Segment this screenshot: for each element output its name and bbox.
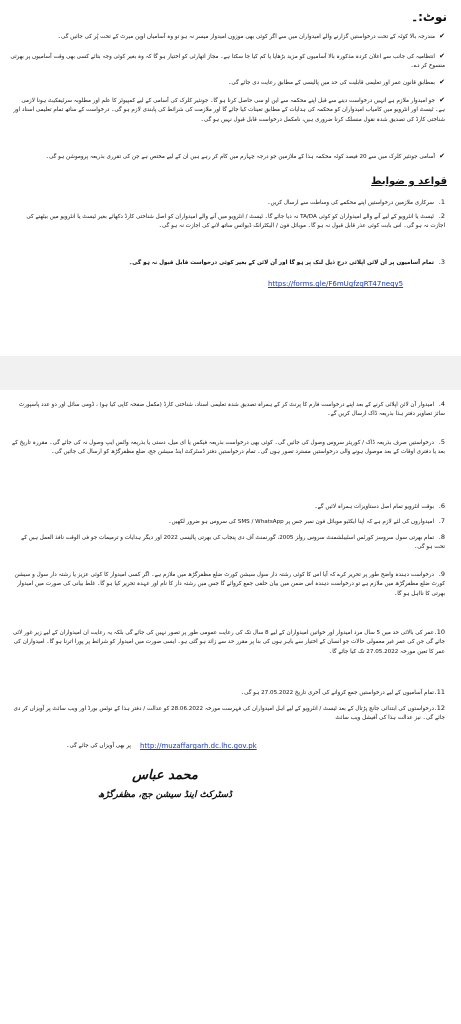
website-tail-text: پر بھی آویزاں کی جائے گی۔ <box>66 743 131 749</box>
rule-text: بوقت انٹرویو تمام اصل دستاویزات ہمراہ لائیں گے۔ <box>314 504 434 510</box>
rule-text: امیدواروں کی لئے لازم ہے کہ اپنا ایکٹیو موبائل فون نمبر جس پر SMS / WhatsApp کی سروس ہو ضرور لکھیں۔ <box>168 519 434 525</box>
rule-item <box>10 502 445 512</box>
note-item <box>10 96 445 125</box>
note-text: انتظامیہ کی جانب سے اعلان کردہ مذکورہ بالا آسامیوں کو مزید بڑھایا یا کم کیا جا سکتا ہے۔ مجاز اتھارٹی کو اختیار ہو گا کہ وہ بغیر کوئی وجہ بتائے کسی بھی وقت آسامیوں پر بھرتی منسوخ کر دے۔ <box>10 54 445 70</box>
rule-item <box>10 570 445 599</box>
page-one <box>0 0 461 356</box>
rule-number: 11. <box>434 688 445 696</box>
note-text: آسامی جونئیر کلرک میں سے 20 فیصد کوٹہ محکمہ ہذا کے ملازمین جو درجہ چہارم میں کام کر رہے ہیں ان کے لیے مختص ہے جن کی تقرری بذریعہ پروموشن ہو گی۔ <box>45 154 435 160</box>
application-form-link[interactable]: https://forms.gle/F6mUgfzqRT47neqy5 <box>268 280 404 288</box>
rule-text: تمام آسامیوں کے لیے درخواستیں جمع کروانے کی آخری تاریخ 27.05.2022 ہو گی۔ <box>240 690 434 696</box>
rule-text: تمام آسامیوں پر آن لائن اپلائی درج ذیل لنک پر ہو گا اور آن لائن کے بغیر کوئی درخواست قابل قبول نہ ہو گی۔ <box>128 260 434 266</box>
rule-number: 3. <box>438 258 445 266</box>
rule-number: 4. <box>438 400 445 408</box>
rule-item <box>10 258 445 268</box>
note-item <box>10 152 445 162</box>
note-item <box>10 78 445 88</box>
rule-item <box>10 533 445 553</box>
notes-heading: نوٹ:۔ <box>411 10 447 24</box>
note-item <box>10 32 445 42</box>
page-two <box>0 390 461 1024</box>
rule-item <box>10 628 445 657</box>
rule-text: تمام بھرتی سول سروسز کورٹس اسٹیبلشمنٹ سروس رولز 2005، گورنمنٹ آف دی پنجاب کی بھرتی پالیسی 2022 اور دیگر ہدایات و ترمیمات جو فی الوقت نافذ العمل ہیں کے تحت ہو گی۔ <box>21 535 445 551</box>
signature-title: ڈسٹرکٹ اینڈ سیشن جج، مظفرگڑھ <box>97 790 232 800</box>
note-text: جو امیدوار ملازم ہے انہیں درخواست دینے سے قبل اپنے محکمہ سے این او سی حاصل کرنا ہو گا۔ جونئیر کلرک کی آسامی کے لیے کمپیوٹر کا علم اور مطلوبہ سرٹیفکیٹ ہونا لازمی ہے۔ ٹیسٹ اور انٹرویو میں کامیاب امیدواران کو محکمہ کی ہدایات کے مطابق تعینات کیا جائے گا اور ملازمت کی شرائط کی پابندی لازم ہو گی۔ درخواست کے ساتھ تمام تعلیمی اسناد اور شناختی کارڈ کی تصدیق شدہ نقول منسلک کرنا ضروری ہیں، نامکمل درخواست قابل قبول نہیں ہو گی۔ <box>13 98 445 123</box>
rule-number: 12. <box>434 704 445 712</box>
rule-text: درخواستوں کی ابتدائی جانچ پڑتال کے بعد ٹیسٹ / انٹرویو کے لیے اہل امیدواران کی فہرست مورخہ 28.06.2022 کو عدالت / دفتر ہذا کے نوٹس بورڈ اور ویب سائٹ پر آویزاں کر دی جائے گی۔ نیز عدالت ہذا کی آفیشل ویب سائٹ <box>13 706 445 722</box>
rule-number: 8. <box>438 533 445 541</box>
rule-item <box>10 438 445 458</box>
rule-item <box>10 212 445 232</box>
rule-number: 10. <box>434 628 445 636</box>
rule-number: 2. <box>438 212 445 220</box>
rule-number: 7. <box>438 517 445 525</box>
rule-text: عمر کی بالائی حد میں 5 سال مرد امیدوار اور خواتین امیدواران کے لیے 8 سال تک کی رعایت عمومی طور پر تصور نہیں کی جائے گی بلکہ یہ رعایت ان امیدواران کے لیے زیر غور لائی جائے گی جن کی عمر غیر معمولی حالات جو انسان کے اختیار سے باہر ہوں کی بنا پر مقرر حد سے زائد ہو گئی ہو۔ ایسی صورت میں امیدوار کو شرائط پر پورا اترنا ہو گا۔ امیدواران کی عمر کا تعین مورخہ 27.05.2022 تک کیا جائے گا۔ <box>12 630 445 655</box>
signature-name: محمد عباس <box>132 768 198 783</box>
checkmark-icon: ✔ <box>439 78 445 86</box>
rule-item <box>10 517 445 527</box>
note-text: مندرجہ بالا کوٹہ کے تحت درخواستیں گزارنے والے امیدواران میں سے اگر کوئی بھی موزوں امیدوار میسر نہ ہو تو وہ آسامیاں اوپن میرٹ کے تحت پُر کی جائیں گی۔ <box>57 34 435 40</box>
rule-item <box>10 704 445 724</box>
note-item <box>10 52 445 72</box>
checkmark-icon: ✔ <box>439 32 445 40</box>
rule-text: ٹیسٹ یا انٹرویو کے لیے آنے والے امیدواران کو کوئی TA/DA نہ دیا جائے گا۔ ٹیسٹ / انٹرویو میں آنے والے امیدواران کو اصل شناختی کارڈ دکھائے بغیر ٹیسٹ یا انٹرویو میں بیٹھنے کی اجازت نہ ہو گی۔ اس بابت کوئی عذر قابل قبول نہ ہو گا۔ موبائل فون / الیکٹرانک ڈیوائس ساتھ لانے کی اجازت نہ ہو گی۔ <box>26 214 445 230</box>
rule-text: سرکاری ملازمین درخواستیں اپنے محکمے کی وساطت سے ارسال کریں۔ <box>267 200 434 206</box>
checkmark-icon: ✔ <box>439 52 445 60</box>
rule-item <box>10 400 445 420</box>
rule-text: درخواست دہندہ واضح طور پر تحریر کرے کہ آیا اس کا کوئی رشتہ دار سول سیشن کورٹ ضلع مظفرگڑھ میں ملازم ہے۔ اگر کسی امیدوار کا کوئی عزیز یا رشتہ دار سول و سیشن کورٹ ضلع مظفرگڑھ میں ملازم ہے تو درخواست دہندہ اس ضمن میں بیان حلفی جمع کروائے گا جس میں رشتہ دار کا نام اور عہدہ تحریر کیا ہو گا۔ غلط بیانی کی صورت میں امیدوار بھرتی کا نااہل ہو گا۔ <box>14 572 445 597</box>
rule-number: 9. <box>438 570 445 578</box>
rules-heading: قواعد و ضوابط <box>371 176 447 187</box>
rule-item <box>10 688 445 698</box>
note-text: بمطابق قانون عمر اور تعلیمی قابلیت کی حد میں پالیسی کے مطابق رعایت دی جائے گی۔ <box>228 80 435 86</box>
rule-text: امیدوار آن لائن اپلائی کرنے کے بعد اپنے درخواست فارم کا پرنٹ کر کے ہمراہ تصدیق شدہ تعلیمی اسناد، شناختی کارڈ (مکمل صفحہ کاپی کیا ہو) ، ڈومی سائل اور دو عدد پاسپورٹ سائز تصاویر دفتر ہذا بذریعہ ڈاک ارسال کریں گے۔ <box>18 402 445 418</box>
rule-number: 5. <box>438 438 445 446</box>
rule-text: درخواستیں صرف بذریعہ ڈاک / کوریئر سروس وصول کی جائیں گی۔ کوئی بھی درخواست بذریعہ فیکس یا ای میل، دستی یا بذریعہ واٹس ایپ وصول نہ کی جائے گی۔ مقررہ تاریخ کے بعد یا دفتری اوقات کے بعد موصول ہونے والی درخواستیں مسترد تصور ہوں گی۔ تمام درخواستیں دفتر ڈسٹرکٹ اینڈ سیشن جج، ضلع مظفرگڑھ کو ارسال کی جائیں گی۔ <box>12 440 445 456</box>
page-separator <box>0 356 461 390</box>
checkmark-icon: ✔ <box>439 152 445 160</box>
checkmark-icon: ✔ <box>439 96 445 104</box>
court-website-link[interactable]: http://muzaffargarh.dc.lhc.gov.pk <box>140 742 257 750</box>
rule-number: 6. <box>438 502 445 510</box>
rule-number: 1. <box>438 198 445 206</box>
rule-item <box>10 198 445 208</box>
